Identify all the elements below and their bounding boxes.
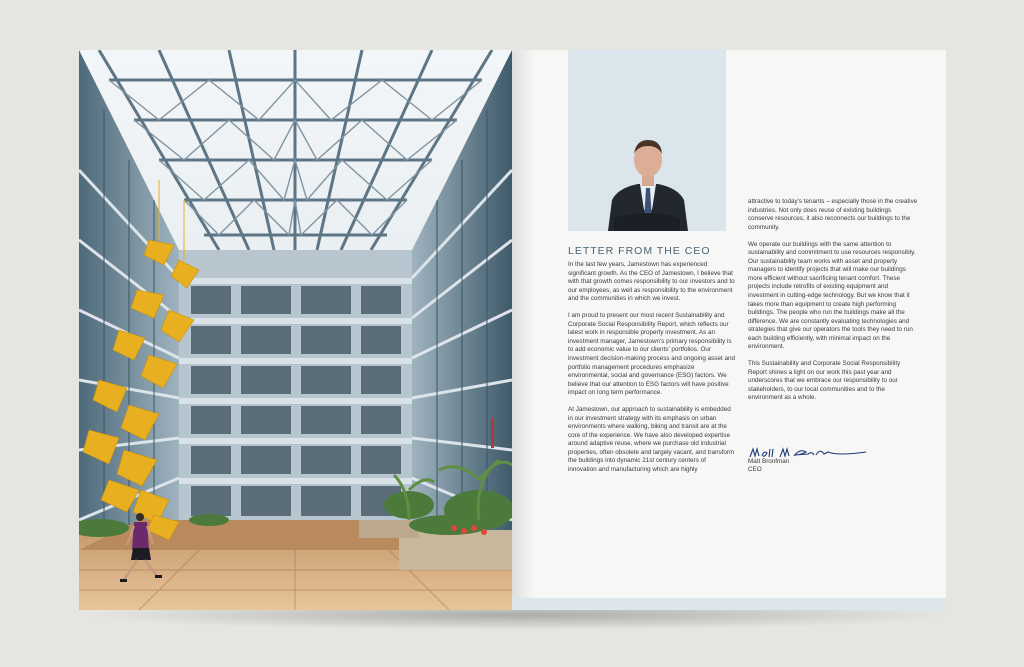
brochure-spread [79,50,946,610]
signature-name: Matt Bronfman [748,458,790,465]
letter-paragraph: At Jamestown, our approach to sustainability is embedded in our investment strategy with its emphasis on urban environments where walking, biking and transit are at the core of the experience. We have also developed expertise around adaptive reuse, where we purchase old industrial properties, often obsolete and largely vacant, and transform the buildings into dynamic 21st century centers of innovation and manufacturing which are highly [568,406,735,474]
atrium-photo [79,50,512,610]
letter-paragraph: We operate our buildings with the same attention to sustainability and commitment to use resources responsibly. Our sustainability team works with asset and property managers to identify projects that will make our buildings more efficient without sacrificing tenant comfort. These projects include retrofits of existing equipment and investment in cutting-edge technology. But we know that it takes more than equipment to create high performing buildings. The people who run the buildings make all the difference. We are constantly evaluating technologies and strategies that give our operators the tools they need to run each building efficiently, with minimal impact on the environment. [748,240,916,351]
letter-column-2 [748,198,918,412]
letter-paragraph: This Sustainability and Corporate Social Responsibility Report shines a light on our work this past year and underscores that we embrace our responsibility to our stakeholders, to our local communities and to the environment as a whole. [748,360,901,402]
letter-paragraph: I am proud to present our most recent Sustainability and Corporate Social Responsibility Report, which reflects our latest work in responsible property investment. As an investment manager, Jamestown's primary responsibility is to add economic value to our clients' portfolios. Our investment decision-making process and ongoing asset and portfolio management procedures emphasize environmental, social and governance (ESG) factors. We believe that our attention to ESG factors will have positive impact on long term performance. [568,312,735,397]
letter-paragraph: attractive to today's tenants – especially those in the creative industries. Not only does reuse of existing buildings conserve resources, it also reconnects our buildings to the community. [748,198,918,231]
letter-heading: LETTER FROM THE CEO [568,245,711,257]
page-fold-shading [512,50,534,610]
ceo-portrait [568,50,726,231]
page-bottom-strip [512,598,946,610]
letter-column-1 [568,261,736,483]
letter-paragraph: In the last few years, Jamestown has experienced significant growth. As the CEO of Jamestown, I believe that with that growth comes responsibility to our investors and to our employees, as well as responsibility to the environment and the communities in which we invest. [568,261,735,303]
letter-page [512,50,946,610]
signature-title: CEO [748,466,762,473]
